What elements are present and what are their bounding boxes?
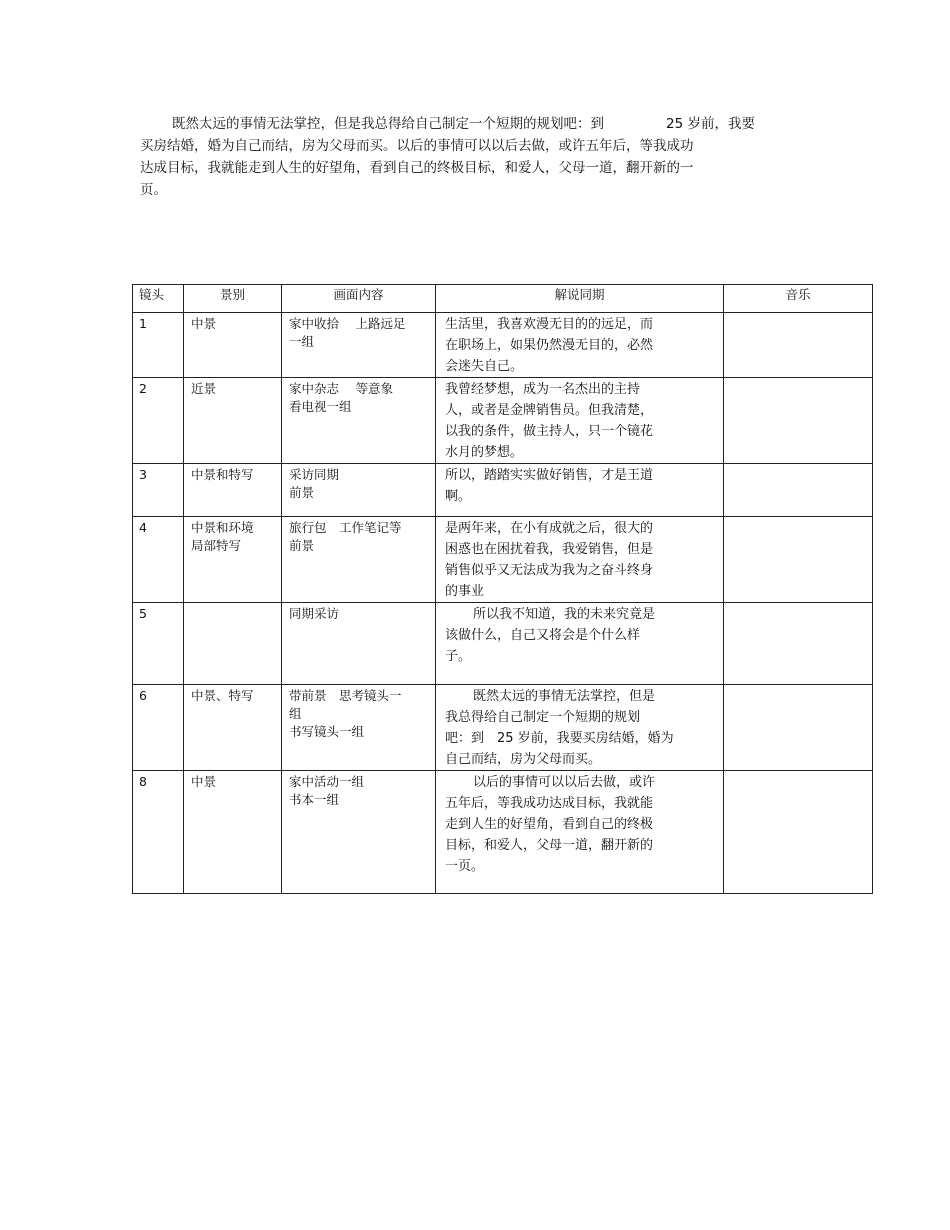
shot-list-table	[132, 284, 873, 894]
shot-scale: 中景和特写	[191, 467, 254, 482]
shot-content-line: 书本一组	[289, 792, 340, 807]
shot-content-line: 旅行包 工作笔记等	[289, 520, 402, 535]
shot-content-cell	[282, 603, 436, 685]
shot-number-cell	[133, 517, 184, 603]
narration-line: 以后的事情可以以后去做，或许	[473, 775, 656, 790]
narration-cell	[436, 378, 724, 464]
shot-content-line: 带前景 思考镜头一	[289, 688, 402, 703]
narration-line: 我曾经梦想，成为一名杰出的主持	[445, 382, 641, 397]
intro-line-1-age: 25 岁前，我要	[666, 116, 755, 132]
shot-scale-cell	[184, 685, 282, 771]
music-cell	[724, 685, 873, 771]
header-shot: 镜头	[133, 285, 184, 313]
shot-content-line: 一组	[289, 334, 315, 349]
narration-cell	[436, 685, 724, 771]
shot-number-cell	[133, 603, 184, 685]
shot-content-line: 看电视一组	[289, 399, 352, 414]
shot-scale: 中景	[191, 316, 217, 331]
header-content: 画面内容	[282, 285, 436, 313]
shot-content-cell	[282, 464, 436, 517]
table-header-row	[133, 285, 873, 313]
table-row	[133, 464, 873, 517]
shot-number: 1	[139, 316, 147, 331]
shot-content-line: 家中杂志 等意象	[289, 381, 393, 396]
shot-content-cell	[282, 771, 436, 894]
table-row	[133, 378, 873, 464]
shot-scale-cell	[184, 603, 282, 685]
table-row	[133, 771, 873, 894]
table-row	[133, 517, 873, 603]
shot-number-cell	[133, 464, 184, 517]
narration-line: 销售似乎又无法成为我为之奋斗终身	[445, 563, 654, 578]
shot-scale-cell	[184, 517, 282, 603]
shot-scale-cell	[184, 313, 282, 378]
shot-content-cell	[282, 685, 436, 771]
intro-line-1	[140, 113, 800, 135]
narration-line: 在职场上，如果仍然漫无目的，必然	[445, 338, 654, 353]
narration-line: 吧：到 25 岁前，我要买房结婚，婚为	[445, 731, 674, 746]
narration-line: 我总得给自己制定一个短期的规划	[445, 710, 641, 725]
narration-cell	[436, 464, 724, 517]
narration-line: 子。	[445, 649, 472, 664]
table-row	[133, 685, 873, 771]
narration-line: 一页。	[445, 859, 485, 874]
shot-content-line: 书写镜头一组	[289, 724, 365, 739]
narration-line: 以我的条件，做主持人，只一个镜花	[445, 424, 654, 439]
intro-line-4: 页。	[140, 182, 167, 198]
shot-number-cell	[133, 771, 184, 894]
intro-paragraph	[140, 113, 800, 201]
shot-number: 4	[139, 520, 147, 535]
narration-line: 该做什么，自己又将会是个什么样	[445, 628, 641, 643]
table-row	[133, 603, 873, 685]
shot-number-cell	[133, 313, 184, 378]
shot-content-line: 家中活动一组	[289, 774, 365, 789]
narration-line: 水月的梦想。	[445, 445, 524, 460]
shot-content-line: 家中收拾 上路远足	[289, 316, 406, 331]
narration-cell	[436, 517, 724, 603]
shot-scale: 局部特写	[191, 538, 242, 553]
shot-scale-cell	[184, 378, 282, 464]
shot-scale-cell	[184, 464, 282, 517]
narration-line: 所以，踏踏实实做好销售，才是王道	[445, 468, 654, 483]
shot-scale: 中景	[191, 774, 217, 789]
music-cell	[724, 464, 873, 517]
shot-number: 6	[139, 688, 147, 703]
narration-line: 人，或者是金牌销售员。但我清楚，	[445, 403, 654, 418]
shot-number: 2	[139, 381, 147, 396]
shot-number-cell	[133, 685, 184, 771]
shot-number-cell	[133, 378, 184, 464]
shot-content-cell	[282, 378, 436, 464]
shot-number: 5	[139, 606, 147, 621]
shot-content-line: 采访同期	[289, 467, 340, 482]
shot-content-cell	[282, 517, 436, 603]
intro-line-2: 买房结婚，婚为自己而结，房为父母而买。以后的事情可以以后去做，或许五年后，等我成功	[140, 138, 694, 154]
narration-line: 困惑也在困扰着我，我爱销售，但是	[445, 542, 654, 557]
narration-cell	[436, 603, 724, 685]
narration-line: 走到人生的好望角，看到自己的终极	[445, 817, 654, 832]
narration-line: 的事业	[445, 584, 485, 599]
shot-content-line: 同期采访	[289, 606, 340, 621]
narration-line: 所以我不知道，我的未来究竟是	[473, 607, 656, 622]
intro-line-3: 达成目标，我就能走到人生的好望角，看到自己的终极目标，和爱人，父母一道，翻开新的一	[140, 160, 694, 176]
header-narration: 解说同期	[436, 285, 724, 313]
narration-line: 目标，和爱人，父母一道，翻开新的	[445, 838, 654, 853]
header-music: 音乐	[724, 285, 873, 313]
shot-scale: 中景和环境	[191, 520, 254, 535]
header-scale: 景别	[184, 285, 282, 313]
shot-scale: 中景、特写	[191, 688, 254, 703]
narration-line: 是两年来，在小有成就之后，很大的	[445, 521, 654, 536]
music-cell	[724, 771, 873, 894]
narration-cell	[436, 313, 724, 378]
narration-line: 生活里，我喜欢漫无目的的远足，而	[445, 317, 654, 332]
narration-line: 自己而结，房为父母而买。	[445, 752, 602, 767]
narration-cell	[436, 771, 724, 894]
music-cell	[724, 517, 873, 603]
shot-content-line: 前景	[289, 538, 315, 553]
narration-line: 既然太远的事情无法掌控，但是	[473, 689, 656, 704]
shot-content-line: 前景	[289, 485, 315, 500]
table-row	[133, 313, 873, 378]
shot-scale-cell	[184, 771, 282, 894]
shot-number: 3	[139, 467, 147, 482]
narration-line: 会迷失自己。	[445, 359, 524, 374]
narration-line: 五年后，等我成功达成目标，我就能	[445, 796, 654, 811]
music-cell	[724, 603, 873, 685]
music-cell	[724, 378, 873, 464]
shot-content-line: 组	[289, 706, 302, 721]
shot-number: 8	[139, 774, 147, 789]
music-cell	[724, 313, 873, 378]
shot-content-cell	[282, 313, 436, 378]
narration-line: 啊。	[445, 489, 472, 504]
intro-line-1-text: 既然太远的事情无法掌控，但是我总得给自己制定一个短期的规划吧：到	[172, 116, 604, 132]
shot-scale: 近景	[191, 381, 217, 396]
